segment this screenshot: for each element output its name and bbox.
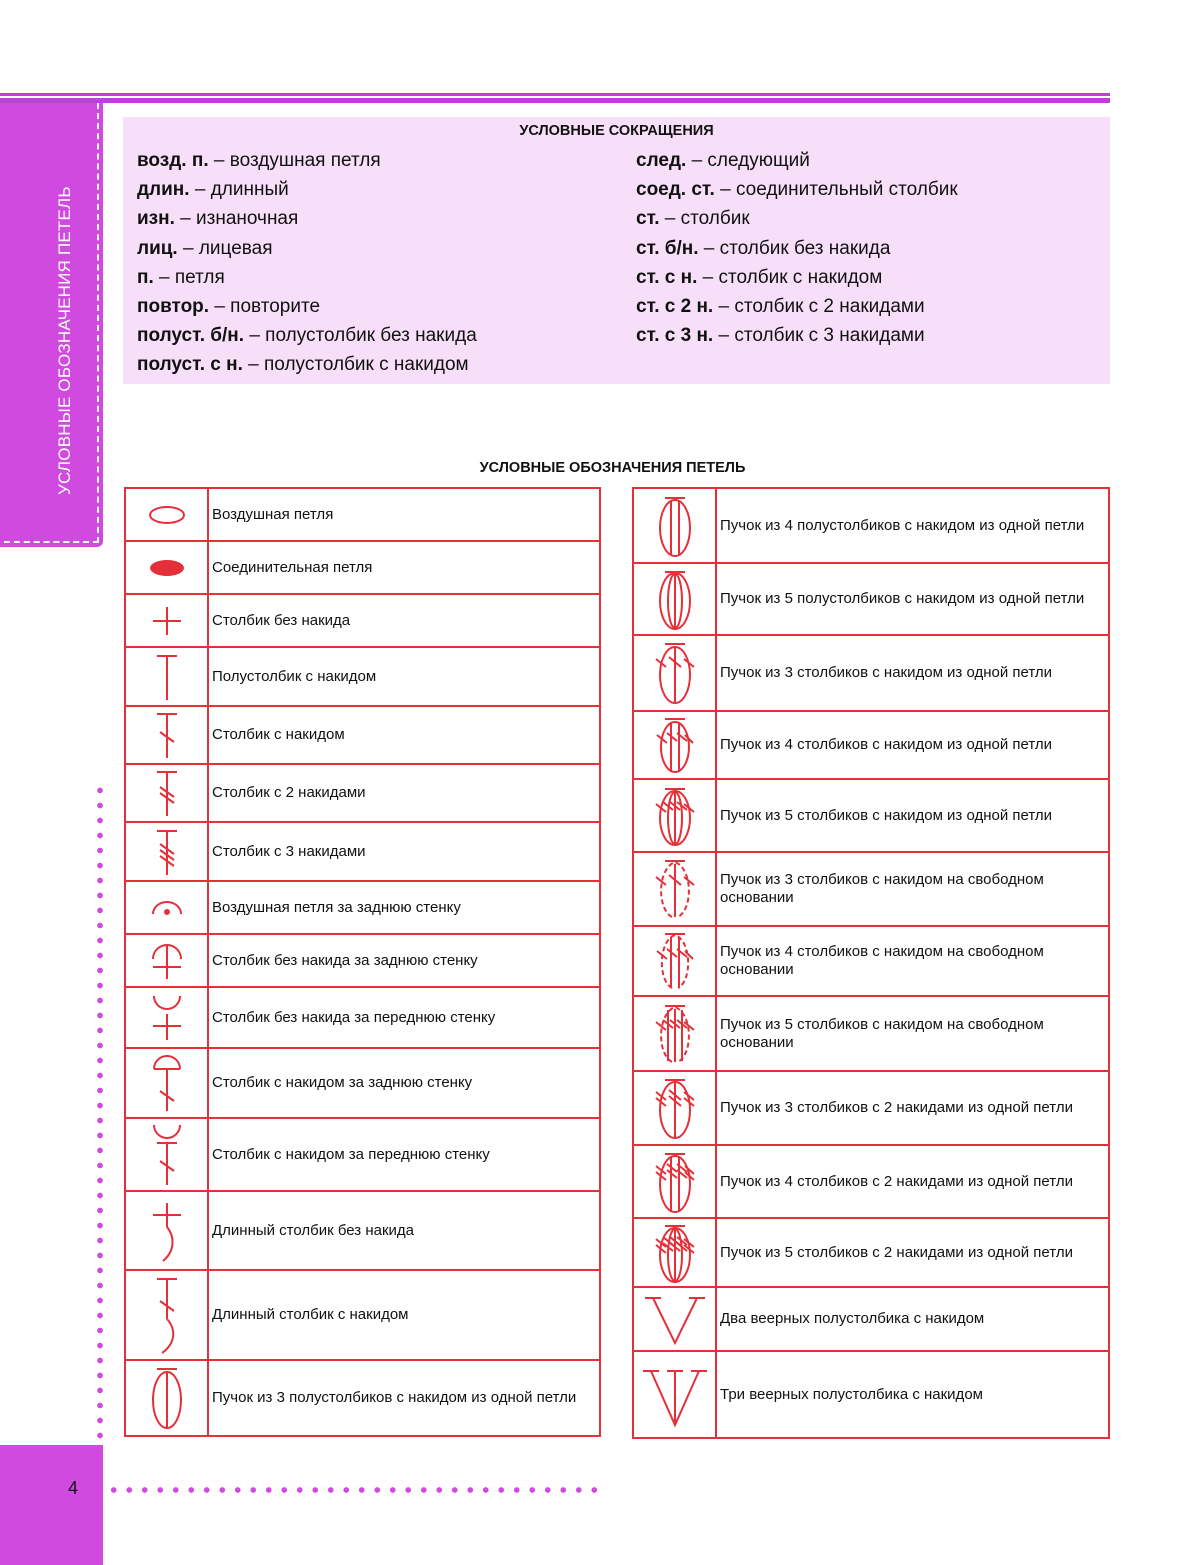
dc-front-loop-icon xyxy=(125,1118,208,1191)
symbol-label: Два веерных полустолбика с накидом xyxy=(716,1287,1109,1351)
symbol-label: Воздушная петля xyxy=(208,488,600,541)
abbreviation-item xyxy=(636,267,958,296)
abbreviation-item xyxy=(137,150,477,179)
abbreviation-item xyxy=(636,238,958,267)
single-crochet-icon xyxy=(125,594,208,647)
side-tab-label: УСЛОВНЫЕ ОБОЗНАЧЕНИЯ ПЕТЕЛЬ xyxy=(55,186,74,495)
cluster-5-dc-icon xyxy=(633,779,716,852)
puff-5-hdc-icon xyxy=(633,563,716,635)
symbol-label: Пучок из 3 столбиков с накидом из одной петли xyxy=(716,635,1109,711)
abbreviation-item xyxy=(137,296,477,325)
symbol-row xyxy=(125,987,600,1048)
abbreviation-item xyxy=(137,238,477,267)
abbreviation-term: ст. с 2 н. xyxy=(636,295,714,317)
cluster-3-dc-icon xyxy=(633,635,716,711)
cluster-4-tr-icon xyxy=(633,1145,716,1218)
abbreviations-left-column xyxy=(137,150,477,384)
symbol-label: Воздушная петля за заднюю стенку xyxy=(208,881,600,934)
dotted-rule-horizontal xyxy=(106,1485,602,1495)
abbreviation-item xyxy=(137,208,477,237)
cluster-4-dc-icon xyxy=(633,711,716,779)
abbreviation-term: лиц. xyxy=(137,237,178,259)
abbreviation-item xyxy=(137,354,477,383)
cluster-3-tr-icon xyxy=(633,1071,716,1145)
abbreviation-meaning: – изнаночная xyxy=(174,208,299,230)
chain-back-loop-icon xyxy=(125,881,208,934)
symbol-row xyxy=(125,764,600,822)
abbreviation-term: повтор. xyxy=(137,295,210,317)
cluster-3-dc-free-icon xyxy=(633,852,716,926)
treble-crochet-icon xyxy=(125,764,208,822)
symbol-label: Столбик с 2 накидами xyxy=(208,764,600,822)
cluster-5-dc-free-icon xyxy=(633,996,716,1071)
v-stitch-2-hdc-icon xyxy=(633,1287,716,1351)
dotted-rule-vertical xyxy=(96,783,104,1443)
symbol-label: Пучок из 4 столбиков с накидом на свободном основании xyxy=(716,926,1109,996)
long-dc-icon xyxy=(125,1270,208,1360)
half-double-crochet-icon xyxy=(125,647,208,706)
symbol-row xyxy=(633,996,1109,1071)
symbol-label: Пучок из 3 столбиков с накидом на свободном основании xyxy=(716,852,1109,926)
symbol-row xyxy=(125,706,600,764)
abbreviation-term: ст. б/н. xyxy=(636,237,699,259)
abbreviation-meaning: – повторите xyxy=(209,295,321,317)
symbol-row xyxy=(125,822,600,881)
symbol-row xyxy=(633,1145,1109,1218)
abbreviation-meaning: – соединительный столбик xyxy=(714,179,958,201)
abbreviation-meaning: – столбик без накида xyxy=(698,237,891,259)
symbol-row xyxy=(633,711,1109,779)
abbreviation-meaning: – столбик с 3 накидами xyxy=(713,325,925,347)
side-tab xyxy=(0,103,103,547)
abbreviation-meaning: – столбик с 2 накидами xyxy=(713,295,925,317)
symbol-label: Столбик без накида за переднюю стенку xyxy=(208,987,600,1048)
symbol-label: Пучок из 4 столбиков с накидом из одной петли xyxy=(716,711,1109,779)
symbol-label: Столбик с накидом за переднюю стенку xyxy=(208,1118,600,1191)
abbreviation-term: ст. с 3 н. xyxy=(636,325,714,347)
symbol-label: Пучок из 5 столбиков с накидом из одной петли xyxy=(716,779,1109,852)
abbreviation-item xyxy=(636,179,958,208)
double-crochet-icon xyxy=(125,706,208,764)
symbol-label: Длинный столбик с накидом xyxy=(208,1270,600,1360)
abbreviation-item xyxy=(636,150,958,179)
symbols-title: УСЛОВНЫЕ ОБОЗНАЧЕНИЯ ПЕТЕЛЬ xyxy=(479,460,746,476)
symbol-label: Полустолбик с накидом xyxy=(208,647,600,706)
abbreviation-term: длин. xyxy=(137,179,190,201)
abbreviations-title: УСЛОВНЫЕ СОКРАЩЕНИЯ xyxy=(519,123,714,139)
symbol-row xyxy=(633,1351,1109,1438)
symbol-row xyxy=(633,926,1109,996)
symbol-label: Столбик без накида за заднюю стенку xyxy=(208,934,600,987)
abbreviation-meaning: – полустолбик с накидом xyxy=(242,354,469,376)
abbreviation-term: п. xyxy=(137,266,154,288)
symbol-label: Пучок из 5 столбиков с накидом на свободном основании xyxy=(716,996,1109,1071)
symbol-row xyxy=(633,852,1109,926)
symbol-row xyxy=(125,934,600,987)
symbol-row xyxy=(125,881,600,934)
abbreviation-item xyxy=(137,325,477,354)
abbreviation-meaning: – полустолбик без накида xyxy=(244,325,477,347)
abbreviation-meaning: – воздушная петля xyxy=(208,150,381,171)
abbreviation-term: след. xyxy=(636,150,687,171)
abbreviation-item xyxy=(636,325,958,354)
puff-4-hdc-icon xyxy=(633,488,716,563)
abbreviation-meaning: – следующий xyxy=(686,150,810,171)
slip-stitch-icon xyxy=(125,541,208,594)
symbol-row xyxy=(633,563,1109,635)
symbol-row xyxy=(125,1191,600,1270)
abbreviation-meaning: – столбик xyxy=(659,208,750,230)
abbreviation-term: изн. xyxy=(137,208,175,230)
symbol-row xyxy=(125,594,600,647)
abbreviation-item xyxy=(137,267,477,296)
symbol-label: Соединительная петля xyxy=(208,541,600,594)
abbreviation-meaning: – столбик с накидом xyxy=(697,266,883,288)
sc-front-loop-icon xyxy=(125,987,208,1048)
symbol-row xyxy=(125,647,600,706)
symbol-label: Столбик без накида xyxy=(208,594,600,647)
abbreviation-meaning: – длинный xyxy=(189,179,289,201)
abbreviation-term: полуст. с н. xyxy=(137,354,243,376)
chain-stitch-icon xyxy=(125,488,208,541)
abbreviations-panel xyxy=(123,117,1110,384)
abbreviations-right-column xyxy=(636,150,958,354)
symbol-label: Столбик с накидом xyxy=(208,706,600,764)
v-stitch-3-hdc-icon xyxy=(633,1351,716,1438)
symbol-row xyxy=(633,635,1109,711)
top-rule-thin xyxy=(0,93,1110,96)
abbreviation-item xyxy=(636,296,958,325)
symbol-row xyxy=(633,779,1109,852)
symbol-row xyxy=(125,1118,600,1191)
symbol-label: Длинный столбик без накида xyxy=(208,1191,600,1270)
symbol-row xyxy=(633,488,1109,563)
symbol-row xyxy=(633,1218,1109,1287)
abbreviation-meaning: – петля xyxy=(153,266,225,288)
symbol-label: Пучок из 5 столбиков с 2 накидами из одной петли xyxy=(716,1218,1109,1287)
symbol-label: Пучок из 3 столбиков с 2 накидами из одной петли xyxy=(716,1071,1109,1145)
symbol-row xyxy=(633,1287,1109,1351)
double-treble-crochet-icon xyxy=(125,822,208,881)
abbreviation-term: соед. ст. xyxy=(636,179,715,201)
sc-back-loop-icon xyxy=(125,934,208,987)
page-number-box xyxy=(0,1445,103,1565)
puff-3-hdc-icon xyxy=(125,1360,208,1436)
abbreviation-term: ст. с н. xyxy=(636,266,698,288)
dc-back-loop-icon xyxy=(125,1048,208,1118)
symbol-row xyxy=(125,541,600,594)
symbol-row xyxy=(125,1048,600,1118)
symbol-label: Три веерных полустолбика с накидом xyxy=(716,1351,1109,1438)
abbreviation-meaning: – лицевая xyxy=(177,237,273,259)
cluster-5-tr-icon xyxy=(633,1218,716,1287)
symbols-table-right xyxy=(632,487,1110,1439)
symbols-table-left xyxy=(124,487,601,1437)
symbol-row xyxy=(125,1360,600,1436)
symbol-row xyxy=(125,1270,600,1360)
abbreviation-item xyxy=(137,179,477,208)
symbol-label: Столбик с 3 накидами xyxy=(208,822,600,881)
page-number: 4 xyxy=(68,1478,79,1498)
symbol-label: Пучок из 3 полустолбиков с накидом из одной петли xyxy=(208,1360,600,1436)
abbreviation-item xyxy=(636,208,958,237)
symbol-label: Пучок из 5 полустолбиков с накидом из одной петли xyxy=(716,563,1109,635)
symbol-label: Пучок из 4 столбиков с 2 накидами из одной петли xyxy=(716,1145,1109,1218)
symbol-row xyxy=(125,488,600,541)
symbol-label: Столбик с накидом за заднюю стенку xyxy=(208,1048,600,1118)
cluster-4-dc-free-icon xyxy=(633,926,716,996)
symbol-row xyxy=(633,1071,1109,1145)
abbreviation-term: ст. xyxy=(636,208,660,230)
long-sc-icon xyxy=(125,1191,208,1270)
top-rule-thick xyxy=(0,98,1110,103)
abbreviation-term: полуст. б/н. xyxy=(137,325,245,347)
abbreviation-term: возд. п. xyxy=(137,150,209,171)
symbol-label: Пучок из 4 полустолбиков с накидом из одной петли xyxy=(716,488,1109,563)
